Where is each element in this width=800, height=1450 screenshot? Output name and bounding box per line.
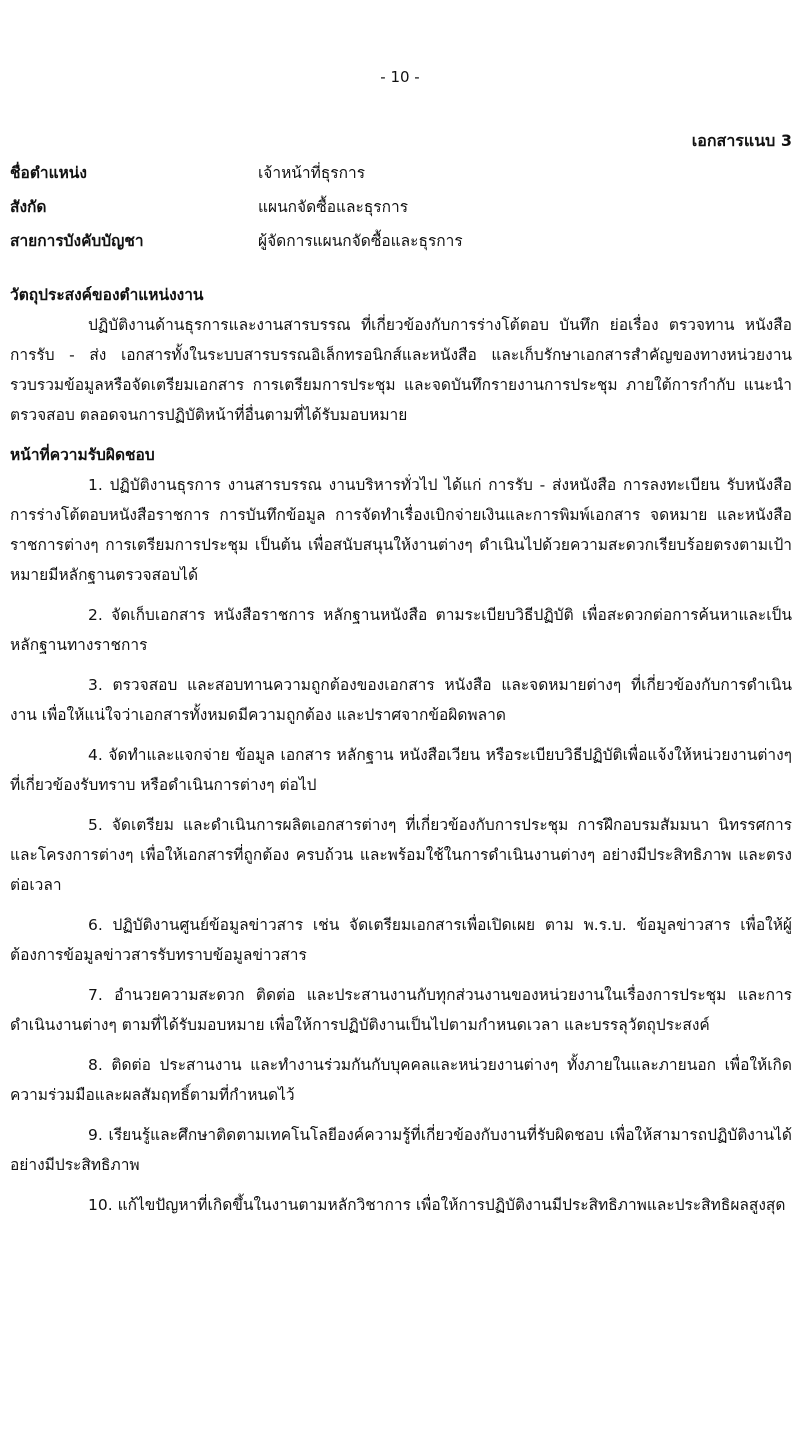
meta-label: สังกัด [10,198,47,216]
objective-heading: วัตถุประสงค์ของตำแหน่งงาน [10,286,204,304]
meta-value: เจ้าหน้าที่ธุรการ [258,164,366,182]
meta-row-department [10,190,792,224]
duty-item: 9. เรียนรู้และศึกษาติดตามเทคโนโลยีองค์ความรู้ที่เกี่ยวข้องกับงานที่รับผิดชอบ เพื่อให้สามารถปฏิบัติงานได้อย่างมีประสิทธิภาพ [10,1126,792,1174]
attachment-label: เอกสารแนบ 3 [691,131,792,150]
document-body [10,280,792,1230]
duties-heading: หน้าที่ความรับผิดชอบ [10,446,155,464]
duty-item: 8. ติดต่อ ประสานงาน และทำงานร่วมกันกับบุคคลและหน่วยงานต่างๆ ทั้งภายในและภายนอก เพื่อให้เกิดความร่วมมือและผลสัมฤทธิ์ตามที่กำหนดไว้ [10,1056,792,1104]
meta-value: ผู้จัดการแผนกจัดซื้อและธุรการ [258,232,463,250]
objective-paragraph: ปฏิบัติงานด้านธุรการและงานสารบรรณ ที่เกี่ยวข้องกับการร่างโต้ตอบ บันทึก ย่อเรื่อง ตรวจทาน หนังสือ การรับ - ส่ง เอกสารทั้งในระบบสารบรรณอิเล็กทรอนิกส์และหนังสือ และเก็บรักษาเอกสารสำคัญของทางหน่วยงาน รวบรวมข้อมูลหรือจัดเตรียมเอกสาร การเตรียมการประชุม และจดบันทึกรายงานการประชุม ภายใต้การกำกับ แนะนำ ตรวจสอบ ตลอดจนการปฏิบัติหน้าที่อื่นตามที่ได้รับมอบหมาย [10,316,792,424]
duty-item: 3. ตรวจสอบ และสอบทานความถูกต้องของเอกสาร หนังสือ และจดหมายต่างๆ ที่เกี่ยวข้องกับการดำเนินงาน เพื่อให้แน่ใจว่าเอกสารทั้งหมดมีความถูกต้อง และปราศจากข้อผิดพลาด [10,676,792,724]
duty-item: 7. อำนวยความสะดวก ติดต่อ และประสานงานกับทุกส่วนงานของหน่วยงานในเรื่องการประชุม และการดำเนินงานต่างๆ ตามที่ได้รับมอบหมาย เพื่อให้การปฏิบัติงานเป็นไปตามกำหนดเวลา และบรรลุวัตถุประสงค์ [10,986,792,1034]
page-number: - 10 - [380,68,420,86]
duty-item: 1. ปฏิบัติงานธุรการ งานสารบรรณ งานบริหารทั่วไป ได้แก่ การรับ - ส่งหนังสือ การลงทะเบียน รับหนังสือ การร่างโต้ตอบหนังสือราชการ การบันทึกข้อมูล การจัดทำเรื่องเบิกจ่ายเงินและการพิมพ์เอกสาร จดหมาย และหนังสือราชการต่างๆ การเตรียมการประชุม เป็นต้น เพื่อสนับสนุนให้งานต่างๆ ดำเนินไปด้วยความสะดวกเรียบร้อยตรงตามเป้าหมายมีหลักฐานตรวจสอบได้ [10,476,792,584]
duty-item: 6. ปฏิบัติงานศูนย์ข้อมูลข่าวสาร เช่น จัดเตรียมเอกสารเพื่อเปิดเผย ตาม พ.ร.บ. ข้อมูลข่าวสาร เพื่อให้ผู้ต้องการข้อมูลข่าวสารรับทราบข้อมูลข่าวสาร [10,916,792,964]
duty-item: 2. จัดเก็บเอกสาร หนังสือราชการ หลักฐานหนังสือ ตามระเบียบวิธีปฏิบัติ เพื่อสะดวกต่อการค้นหาและเป็นหลักฐานทางราชการ [10,606,792,654]
meta-row-chain-of-command [10,224,792,258]
meta-value: แผนกจัดซื้อและธุรการ [258,198,409,216]
meta-row-position [10,156,792,190]
meta-label: สายการบังคับบัญชา [10,232,144,250]
meta-label: ชื่อตำแหน่ง [10,164,87,182]
position-info [10,156,792,258]
duty-item: 5. จัดเตรียม และดำเนินการผลิตเอกสารต่างๆ ที่เกี่ยวข้องกับการประชุม การฝึกอบรมสัมมนา นิทรรศการ และโครงการต่างๆ เพื่อให้เอกสารที่ถูกต้อง ครบถ้วน และพร้อมใช้ในการดำเนินงานต่างๆ อย่างมีประสิทธิภาพ และตรงต่อเวลา [10,816,792,894]
duty-item: 10. แก้ไขปัญหาที่เกิดขึ้นในงานตามหลักวิชาการ เพื่อให้การปฏิบัติงานมีประสิทธิภาพและประสิทธิผลสูงสุด [88,1196,786,1214]
duty-item: 4. จัดทำและแจกจ่าย ข้อมูล เอกสาร หลักฐาน หนังสือเวียน หรือระเบียบวิธีปฏิบัติเพื่อแจ้งให้หน่วยงานต่างๆ ที่เกี่ยวข้องรับทราบ หรือดำเนินการต่างๆ ต่อไป [10,746,792,794]
